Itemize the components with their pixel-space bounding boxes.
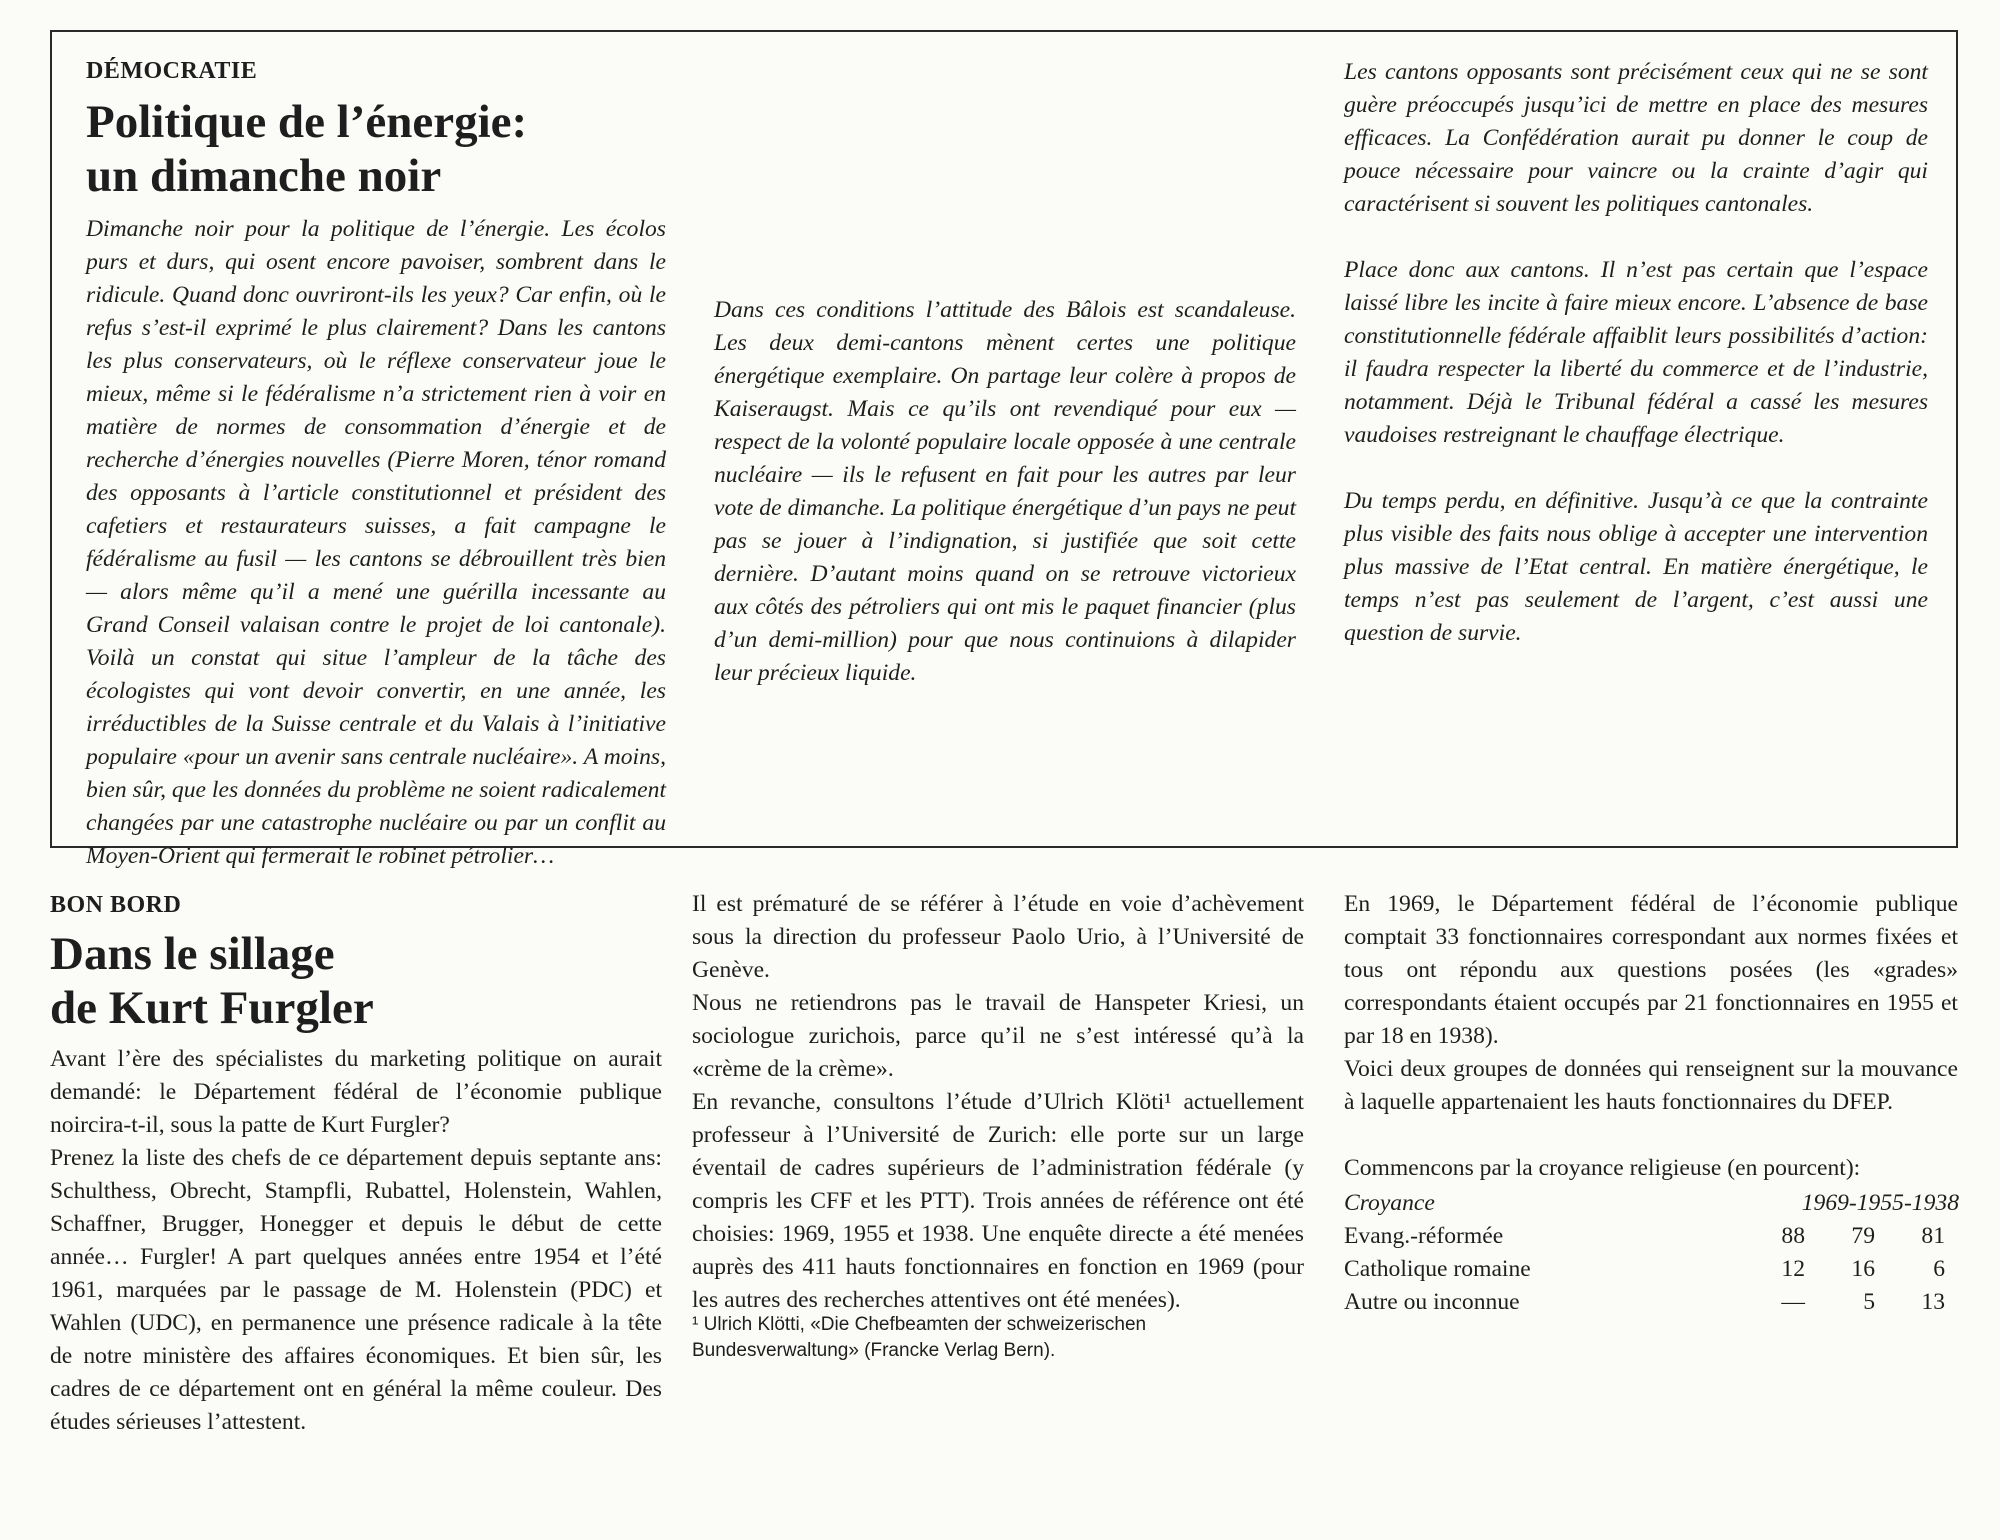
article2-title bbox=[50, 927, 662, 1035]
article2-paragraph-5: En revanche, consultons l’étude d’Ulrich Klöti¹ actuellement professeur à l’Université de Zurich: elle porte sur un large éventail de cadres supérieurs de l’administration fédérale (y compris les CFF et les PTT). Trois années de référence ont été choisies: 1969, 1955 et 1938. Une enquête directe a été menées auprès des 411 hauts fonctionnaires en fonction en 1969 (pour les autres des recherches attentives ont été menées). bbox=[692, 1089, 1304, 1313]
article2-paragraph-1: Avant l’ère des spécialistes du marketing politique on aurait demandé: le Département fédéral de l’économie publique noircira-t-il, sous la patte de Kurt Furgler? bbox=[50, 1046, 662, 1138]
table-cell-1969: 12 bbox=[1781, 1256, 1805, 1282]
article2-paragraph-7: Voici deux groupes de données qui renseignent sur la mouvance à laquelle appartenaient les hauts fonctionnaires du DFEP. bbox=[1344, 1056, 1958, 1115]
table-header-years: 1969-1955-1938 bbox=[1801, 1190, 1959, 1216]
table-row-label: Catholique romaine bbox=[1344, 1256, 1531, 1282]
article2-paragraph-4: Nous ne retiendrons pas le travail de Hanspeter Kriesi, un sociologue zurichois, parce qu’il ne s’est intéressé qu’à la «crème de la crème». bbox=[692, 990, 1304, 1082]
article1-paragraph-5: Du temps perdu, en définitive. Jusqu’à ce que la contrainte plus visible des faits nous oblige à accepter une intervention plus massive de l’Etat central. En matière énergétique, le temps n’est pas seulement de l’argent, c’est aussi une question de survie. bbox=[1344, 488, 1928, 646]
table-cell-1969: 88 bbox=[1781, 1223, 1805, 1249]
article1-paragraph-2: Dans ces conditions l’attitude des Bâlois est scandaleuse. Les deux demi-cantons mènent certes une politique énergétique exemplaire. On partage leur colère à propos de Kaiseraugst. Mais ce qu’ils ont revendiqué pour eux — respect de la volonté populaire locale opposée à une centrale nucléaire — ils le refusent en fait pour les autres par leur vote de dimanche. La politique énergétique d’un pays ne peut pas se jouer à l’indignation, si justifiée que soit cette dernière. D’autant moins quand on se retrouve victorieux aux côtés des pétroliers qui ont mis le paquet financier (plus d’un demi-million) pour que nous continuions à dilapider leur précieux liquide. bbox=[714, 297, 1296, 686]
table-cell-1938: 81 bbox=[1921, 1223, 1945, 1249]
article2-title-line2: de Kurt Furgler bbox=[50, 982, 374, 1034]
table-cell-1955: 16 bbox=[1851, 1256, 1875, 1282]
article1-paragraph-4: Place donc aux cantons. Il n’est pas certain que l’espace laissé libre les incite à faire mieux encore. L’absence de base constitutionnelle fédérale affaiblit leurs possibilités d’action: il faudra respecter la liberté du commerce et de l’industrie, notamment. Déjà le Tribunal fédéral a cassé les mesures vaudoises restreignant le chauffage électrique. bbox=[1344, 257, 1928, 448]
article1-column-2-body bbox=[714, 294, 1296, 690]
table-cell-1955: 79 bbox=[1851, 1223, 1875, 1249]
article1-para1-part1 bbox=[86, 213, 666, 869]
article1-column-3 bbox=[1344, 56, 1928, 650]
article2-column-1 bbox=[50, 892, 662, 1435]
article1-paragraph-3: Les cantons opposants sont précisément ceux qui ne se sont guère préoccupés jusqu’ici de mettre en place des mesures efficaces. La Confédération aurait pu donner le coup de pouce nécessaire pour vaincre ou la crainte d’agir qui caractérisent si souvent les politiques cantonales. bbox=[1344, 59, 1928, 217]
article2-paragraph-6: En 1969, le Département fédéral de l’économie publique comptait 33 fonctionnaires correspondant aux normes fixées et tous ont répondu aux questions posées (les «grades» correspondants étaient occupés par 21 fonctionnaires en 1955 et par 18 en 1938). bbox=[1344, 891, 1958, 1049]
table-header-label: Croyance bbox=[1344, 1190, 1435, 1216]
article2-kicker: BON BORD bbox=[50, 892, 182, 918]
article1-title-line2: un dimanche noir bbox=[86, 150, 442, 202]
article1-kicker: DÉMOCRATIE bbox=[86, 58, 258, 84]
article2-paragraph-3: Il est prématuré de se référer à l’étude en voie d’achèvement sous la direction du professeur Paolo Urio, à l’Université de Genève. bbox=[692, 891, 1304, 983]
editorial-box bbox=[50, 30, 1958, 869]
article2-column-2 bbox=[692, 888, 1304, 1364]
table-cell-1969: — bbox=[1781, 1289, 1805, 1315]
table-cell-1938: 13 bbox=[1921, 1289, 1945, 1315]
article2-paragraph-5-part1 bbox=[692, 1086, 1304, 1313]
article1-paragraph-1: Dimanche noir pour la politique de l’énergie. Les écolos purs et durs, qui osent encore pavoiser, sombrent dans le ridicule. Quand donc ouvriront-ils les yeux? Car enfin, où le refus s’est-il exprimé le plus clairement? Dans les cantons les plus conservateurs, où le réflexe conservateur joue le mieux, même si le fédéralisme n’a strictement rien à voir en matière de normes de consommation d’énergie et de recherche d’énergies nouvelles (Pierre Moren, ténor romand des opposants à l’article constitutionnel et président des cafetiers et restaurateurs suisses, a fait campagne le fédéralisme au fusil — les cantons se débrouillent très bien — alors même qu’il a mené une guérilla incessante au Grand Conseil valaisan contre le projet de loi cantonale). Voilà un constat qui situe l’ampleur de la tâche des écologistes qui vont devoir convertir, en une année, les irréductibles de la Suisse centrale et du Valais à l’initiative populaire «pour un avenir sans centrale nucléaire». A moins, bien sûr, que les données du problème ne soient radicalement changées par une catastrophe nucléaire ou par un conflit au Moyen-Orient qui fermerait le robinet pétrolier… bbox=[86, 216, 666, 869]
article1-title-line1: Politique de l’énergie: bbox=[86, 96, 528, 148]
footnote: ¹ Ulrich Klötti, «Die Chefbeamten der schweizerischen Bundesverwaltung» (Francke Verlag Bern). bbox=[692, 1314, 1147, 1361]
table-row bbox=[1344, 1253, 1959, 1286]
table-row-label: Autre ou inconnue bbox=[1344, 1289, 1520, 1315]
article2-column-3 bbox=[1344, 888, 1958, 1319]
table-row-label: Evang.-réformée bbox=[1344, 1223, 1504, 1249]
article2-paragraph-2: Prenez la liste des chefs de ce département depuis septante ans: Schulthess, Obrecht, Stampfli, Rubattel, Holenstein, Wahlen, Schaffner, Brugger, Honegger et depuis le début de cette année… Furgler! A part quelques années entre 1954 et l’été 1961, marquées par le passage de M. Holenstein (PDC) et Wahlen (UDC), en permanence une présence radicale à la tête de notre ministère des affaires économiques. Et bien sûr, les cadres de ce département ont en général la même couleur. Des études sérieuses l’attestent. bbox=[50, 1145, 662, 1435]
table-intro: Commencons par la croyance religieuse (en pourcent): bbox=[1344, 1155, 1861, 1181]
religion-table bbox=[1344, 1187, 1959, 1319]
table-row bbox=[1344, 1286, 1959, 1319]
article1-title bbox=[86, 95, 666, 203]
article1-column-1 bbox=[86, 58, 666, 869]
table-cell-1955: 5 bbox=[1863, 1289, 1875, 1315]
table-header-row bbox=[1344, 1187, 1959, 1220]
article2-paragraph-2-part1 bbox=[50, 1142, 662, 1435]
table-row bbox=[1344, 1220, 1959, 1253]
table-cell-1938: 6 bbox=[1933, 1256, 1945, 1282]
article2-title-line1: Dans le sillage bbox=[50, 928, 335, 980]
